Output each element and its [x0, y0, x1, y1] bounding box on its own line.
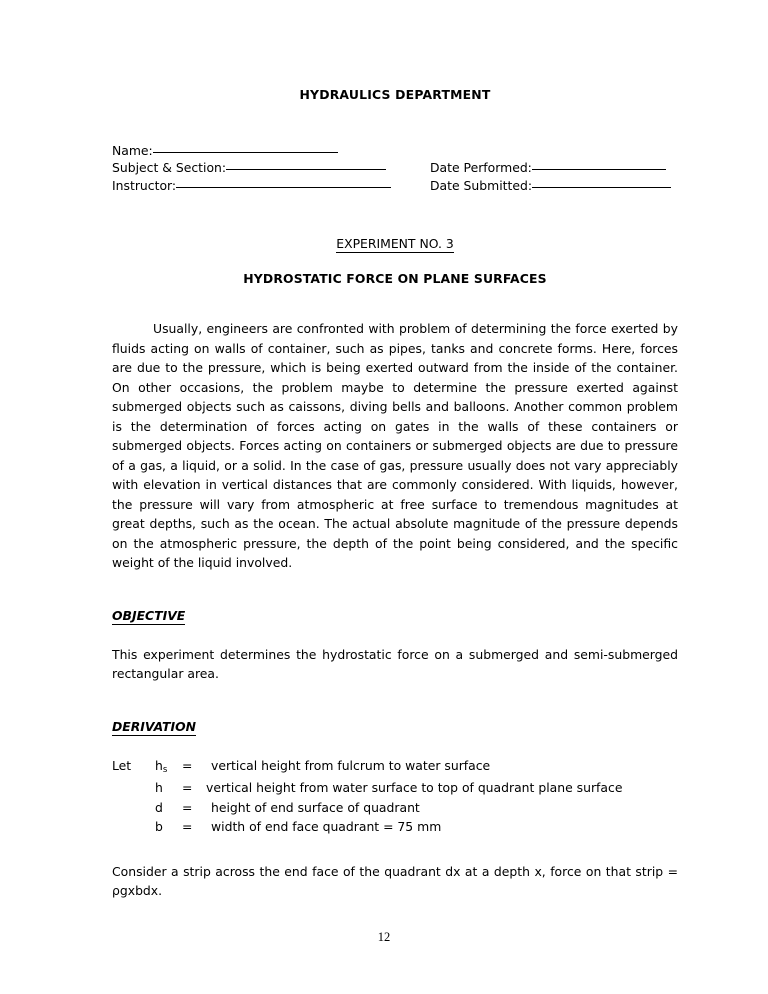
- subject-input-rule[interactable]: [226, 169, 386, 170]
- variable-symbol: b: [155, 819, 163, 835]
- objective-heading-text: OBJECTIVE: [112, 607, 186, 623]
- intro-paragraph: [112, 319, 678, 573]
- page-number: 12: [377, 930, 391, 944]
- name-field-group: [112, 142, 430, 160]
- info-row-subject: [112, 159, 678, 177]
- variable-definition: vertical height from fulcrum to water surface: [211, 757, 491, 773]
- equals-sign: =: [182, 757, 193, 773]
- experiment-number: [112, 236, 678, 251]
- derivation-variable-list: [112, 756, 678, 837]
- page-content: [112, 0, 678, 913]
- subject-label: Subject & Section:: [112, 160, 227, 176]
- instructor-input-rule[interactable]: [176, 187, 391, 188]
- let-label: Let: [112, 757, 132, 773]
- equals-sign: =: [182, 799, 193, 815]
- date-performed-label: Date Performed:: [430, 160, 532, 176]
- variable-subscript: s: [162, 765, 168, 776]
- name-input-rule[interactable]: [153, 152, 338, 153]
- date-submitted-input-rule[interactable]: [532, 187, 671, 188]
- experiment-number-text: EXPERIMENT NO. 3: [336, 236, 454, 252]
- name-label: Name:: [112, 142, 153, 158]
- equals-sign: =: [182, 819, 193, 835]
- department-title: HYDRAULICS DEPARTMENT: [299, 87, 491, 102]
- info-row-instructor: [112, 177, 678, 195]
- info-row-name: [112, 142, 678, 160]
- variable-symbol-text: h: [155, 757, 163, 773]
- variable-definition: width of end face quadrant = 75 mm: [211, 819, 442, 835]
- derivation-closing-paragraph: Consider a strip across the end face of the quadrant dx at a depth x, force on that strip = ρgxbdx.: [112, 863, 678, 899]
- instructor-field-group: [112, 177, 430, 195]
- derivation-heading: [112, 719, 678, 734]
- objective-heading: [112, 608, 678, 623]
- variable-symbol: d: [155, 799, 163, 815]
- date-performed-field-group: [430, 159, 666, 177]
- date-submitted-field-group: [430, 177, 671, 195]
- derivation-row: [112, 817, 678, 837]
- variable-definition: vertical height from water surface to top of quadrant plane surface: [206, 780, 623, 796]
- instructor-label: Instructor:: [112, 177, 177, 193]
- date-submitted-label: Date Submitted:: [430, 177, 533, 193]
- variable-symbol: h: [155, 780, 163, 796]
- intro-paragraph-text: Usually, engineers are confronted with problem of determining the force exerted by fluids acting on walls of container, such as pipes, tanks and concrete forms. Here, forces are due to the pressure, which is being exerted outward from the inside of the container. On other occasions, the problem maybe to determine the pressure exerted against submerged objects such as caissons, diving bells and balloons. Another common problem is the determination of forces acting on gates in the walls of these containers or submerged objects. Forces acting on containers or submerged objects are due to pressure of a gas, a liquid, or a solid. In the case of gas, pressure usually does not vary appreciably with elevation in vertical distances that are commonly considered. With liquids, however, the pressure will vary from atmospheric at free surface to tremendous magnitudes at great depths, such as the ocean. The actual absolute magnitude of the pressure depends on the atmospheric pressure, the depth of the point being considered, and the specific weight of the liquid involved.: [112, 321, 678, 571]
- objective-paragraph: This experiment determines the hydrostatic force on a submerged and semi-submerged rectangular area.: [112, 646, 678, 682]
- derivation-heading-text: DERIVATION: [112, 718, 197, 734]
- derivation-row: [112, 756, 678, 779]
- date-performed-input-rule[interactable]: [532, 169, 666, 170]
- experiment-title: HYDROSTATIC FORCE ON PLANE SURFACES: [243, 271, 547, 287]
- equals-sign: =: [182, 780, 193, 796]
- derivation-row: [112, 798, 678, 818]
- variable-symbol: [155, 756, 182, 779]
- subject-field-group: [112, 159, 430, 177]
- derivation-row: [112, 778, 678, 798]
- info-fields-block: [112, 142, 678, 195]
- variable-definition: height of end surface of quadrant: [211, 799, 420, 815]
